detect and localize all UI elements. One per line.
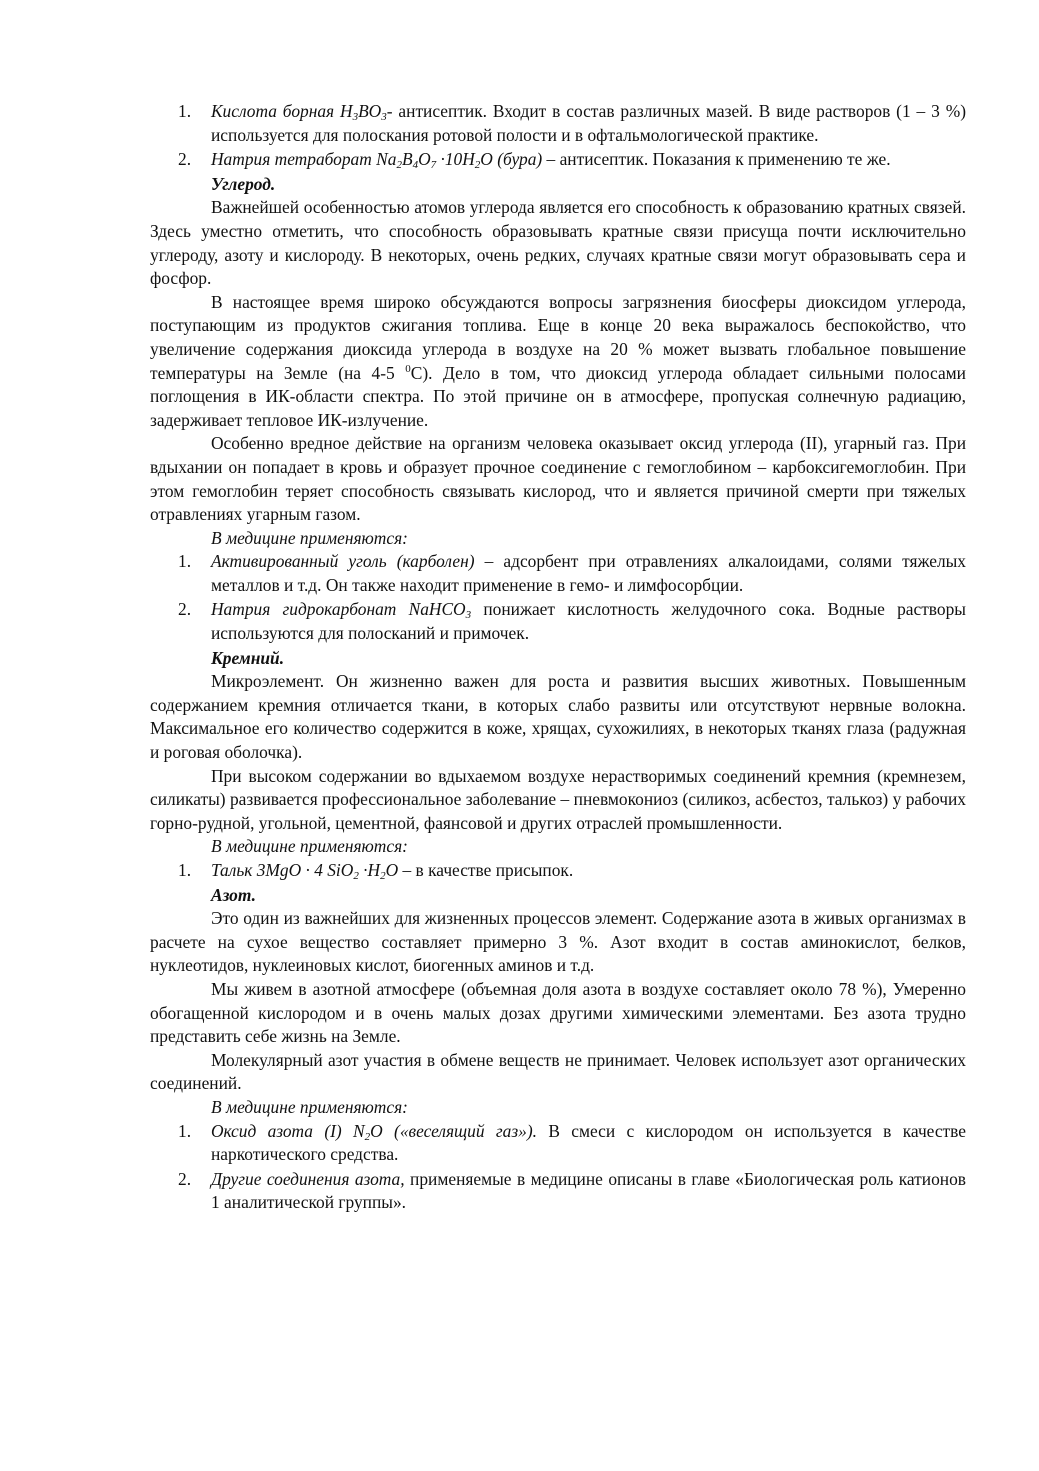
compound-name: Оксид азота (I) $N_2O$ («веселящий газ»). — [211, 1120, 537, 1143]
boron-medicine-list — [150, 100, 966, 172]
paragraph: В настоящее время широко обсуждаются вопросы загрязнения биосферы диоксидом углерода, поступающим из продуктов сжигания топлива. Еще в конце 20 века выражалось беспокойство, что увеличение содержания диоксида углерода в воздухе на 20 % может вызвать глобальное повышение температуры на Земле (на 4-5 $^0$С). Дело в том, что диоксид углерода обладает сильными полосами поглощения в ИК-области спектра. По этой причине он в атмосфере, пропуская солнечную радиацию, задерживает тепловое ИК-излучение. — [150, 291, 966, 430]
list-number: 2. — [178, 599, 192, 620]
compound-description: применяемые в медицине описаны в главе «Биологическая роль катионов 1 аналитической группы». — [211, 1168, 966, 1213]
compound-description: – в качестве присыпок. — [398, 860, 574, 880]
list-item — [150, 1120, 966, 1167]
medicine-label: В медицине применяются: — [211, 527, 408, 548]
compound-description: понижает кислотность желудочного сока. Водные растворы используются для полосканий и примочек. — [211, 599, 966, 644]
list-number: 1. — [178, 101, 192, 121]
paragraph: Микроэлемент. Он жизненно важен для роста и развития высших животных. Повышенным содержанием кремния отличается ткани, в которых слабо развиты или отсутствуют нервные волокна. Максимальное его количество содержится в коже, хрящах, сухожилиях, в некоторых тканях глаза (радужная и роговая оболочка). — [150, 671, 966, 763]
list-number: 2. — [178, 1168, 192, 1189]
medicine-label: В медицине применяются: — [211, 1096, 408, 1117]
paragraph: Молекулярный азот участия в обмене веществ не принимает. Человек использует азот органических соединений. — [150, 1049, 966, 1094]
paragraph: Особенно вредное действие на организм человека оказывает оксид углерода (II), угарный газ. При вдыхании он попадает в кровь и образует прочное соединение с гемоглобином – карбоксигемоглобин. При этом гемоглобин теряет способность связывать кислород, что и является причиной смерти при тяжелых отравлениях угарным газом. — [150, 433, 966, 525]
list-item — [150, 148, 966, 172]
compound-name: Тальк 3MgO · 4 $SiO_2 \cdot H_2O$ — [211, 860, 399, 882]
list-number: 2. — [178, 149, 192, 170]
compound-name: Другие соединения азота, — [211, 1168, 405, 1189]
compound-name: Натрия тетраборат $Na_2B_4O_7 \cdot 10H_2O$ (бура) — [211, 149, 543, 172]
carbon-medicine-list — [150, 550, 966, 645]
paragraph: Важнейшей особенностью атомов углерода является его способность к образованию кратных связей. Здесь уместно отметить, что способность образовывать кратные связи присуща почти исключительно углероду, азоту и кислороду. В некоторых, очень редких, случаях кратные связи могут образовывать сера и фосфор. — [150, 197, 966, 289]
list-number: 1. — [178, 1120, 192, 1141]
list-item — [150, 1168, 966, 1215]
list-item — [150, 100, 966, 147]
nitrogen-medicine-list — [150, 1120, 966, 1215]
list-item — [150, 598, 966, 645]
medicine-label: В медицине применяются: — [211, 836, 408, 857]
document-page — [150, 100, 966, 1216]
list-number: 1. — [178, 860, 192, 880]
list-number: 1. — [178, 551, 192, 572]
compound-name: Кислота борная $H_3BO_3-$ — [211, 101, 393, 123]
compound-description: – антисептик. Показания к применению те же. — [542, 149, 891, 170]
section-heading-silicon: Кремний. — [211, 647, 285, 668]
section-heading-carbon: Углерод. — [211, 173, 276, 194]
list-item — [150, 859, 966, 883]
paragraph: Мы живем в азотной атмосфере (объемная доля азота в воздухе составляет около 78 %), Умеренно обогащенной кислородом и в очень малых дозах другими химическими элементами. Без азота трудно представить себе жизнь на Земле. — [150, 978, 966, 1047]
list-item — [150, 550, 966, 597]
compound-description: – адсорбент при отравлениях алкалоидами, солями тяжелых металлов и т.д. Он также находит применение в гемо- и лимфосорбции. — [211, 551, 967, 595]
section-heading-nitrogen: Азот. — [211, 884, 256, 905]
silicon-medicine-list — [150, 859, 966, 883]
compound-name: Натрия гидрокарбонат NaHCO$_3$ — [211, 599, 472, 622]
compound-description: В смеси с кислородом он используется в качестве наркотического средства. — [211, 1120, 966, 1165]
paragraph: Это один из важнейших для жизненных процессов элемент. Содержание азота в живых организмах в расчете на сухое вещество составляет примерно 3 %. Азот входит в состав аминокислот, белков, нуклеотидов, нуклеиновых кислот, биогенных аминов и т.д. — [150, 908, 966, 976]
paragraph: При высоком содержании во вдыхаемом воздухе нерастворимых соединений кремния (кремнезем, силикаты) развивается профессиональное заболевание – пневмокониоз (силикоз, асбестоз, талькоз) у рабочих горно-рудной, угольной, цементной, фаянсовой и других отраслей промышленности. — [150, 765, 966, 833]
compound-description: антисептик. Входит в состав различных мазей. В виде растворов (1 – 3 %) используется для полоскания ротовой полости и в офтальмологической практике. — [211, 101, 966, 145]
compound-name: Активированный уголь (карболен) — [211, 551, 475, 572]
